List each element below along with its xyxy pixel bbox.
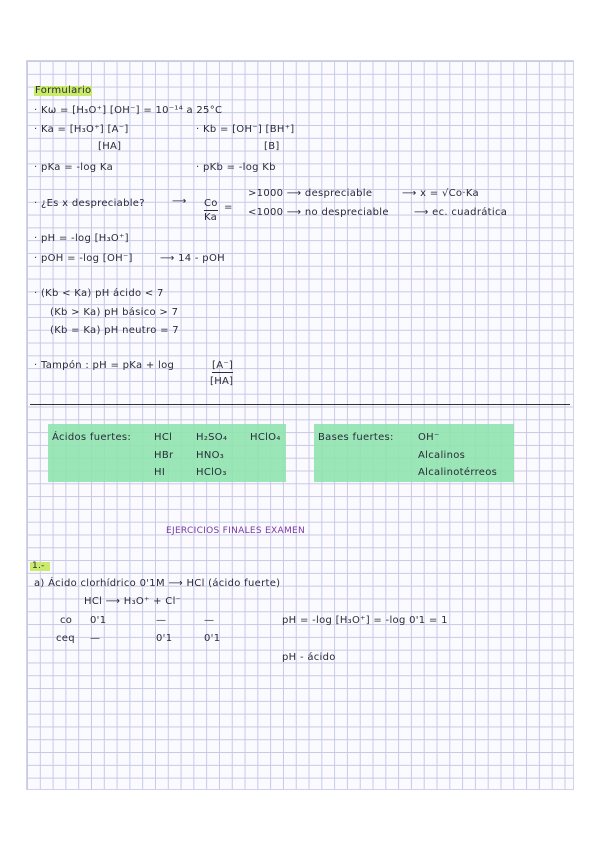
base-alkaline-earth: Alcalinotérreos	[418, 467, 498, 478]
formula-kb: · Kb = [OH⁻] [BH⁺]	[196, 124, 295, 135]
condition-acid: · (Kb < Ka) pH ácido < 7	[34, 288, 164, 299]
base-alkali: Alcalinos	[418, 450, 466, 461]
formula-poh-result: ⟶ 14 - pOH	[160, 253, 225, 264]
despreciable-question: · ¿Es x despreciable?	[34, 198, 145, 209]
row-co-cl: —	[204, 615, 215, 626]
exercise-statement: a) Ácido clorhídrico 0'1M ⟶ HCl (ácido fuerte)	[34, 578, 281, 589]
exercises-title: EJERCICIOS FINALES EXAMEN	[166, 526, 306, 536]
buffer-numerator: [A⁻]	[212, 360, 234, 371]
equals-sign: =	[224, 202, 233, 213]
ratio-numerator: Co	[204, 198, 218, 209]
case-less-1000-result: ⟶ ec. cuadrática	[414, 207, 508, 218]
row-ceq-hcl: —	[90, 633, 101, 644]
buffer-denominator: [HA]	[210, 376, 234, 387]
exercise-number: 1.-	[32, 561, 45, 571]
formula-ph: · pH = -log [H₃O⁺]	[34, 233, 129, 244]
formula-pkb: · pKb = -log Kb	[196, 162, 276, 173]
condition-neutral: (Kb = Ka) pH neutro = 7	[50, 325, 179, 336]
formula-kb-den: [B]	[264, 141, 280, 152]
row-co-h3o: —	[156, 615, 167, 626]
acid-hbr: HBr	[154, 450, 174, 461]
acid-h2so4: H₂SO₄	[196, 432, 228, 443]
acid-hclo3: HClO₃	[196, 467, 227, 478]
ph-calculation: pH = -log [H₃O⁺] = -log 0'1 = 1	[282, 615, 448, 626]
row-co-hcl: 0'1	[90, 615, 107, 626]
formula-kw: · Kω = [H₃O⁺] [OH⁻] = 10⁻¹⁴ a 25°C	[34, 105, 223, 116]
page-title: Formulario	[35, 85, 92, 96]
acid-hi: HI	[154, 467, 166, 478]
formula-ka: · Ka = [H₃O⁺] [A⁻]	[34, 124, 129, 135]
base-oh: OH⁻	[418, 432, 440, 443]
ratio-denominator: Ka	[204, 212, 218, 223]
case-less-1000: <1000 ⟶ no despreciable	[248, 207, 389, 218]
formula-poh: · pOH = -log [OH⁻]	[34, 253, 133, 264]
acid-hclo4: HClO₄	[250, 432, 281, 443]
ph-result: pH - ácido	[282, 652, 336, 663]
row-ceq-label: ceq	[56, 633, 75, 644]
formula-ka-den: [HA]	[98, 141, 122, 152]
strong-acids-label: Ácidos fuertes:	[52, 432, 132, 443]
acid-hno3: HNO₃	[196, 450, 225, 461]
row-ceq-cl: 0'1	[204, 633, 221, 644]
case-greater-1000: >1000 ⟶ despreciable	[248, 188, 373, 199]
condition-basic: (Kb > Ka) pH básico > 7	[50, 307, 179, 318]
strong-bases-label: Bases fuertes:	[318, 432, 394, 443]
section-divider	[30, 404, 570, 405]
formula-pka: · pKa = -log Ka	[34, 162, 113, 173]
formula-buffer: · Tampón : pH = pKa + log	[34, 360, 175, 371]
arrow-icon: ⟶	[172, 196, 187, 207]
row-co-label: co	[60, 615, 73, 626]
acid-hcl: HCl	[154, 432, 173, 443]
row-ceq-h3o: 0'1	[156, 633, 173, 644]
case-greater-1000-result: ⟶ x = √Co·Ka	[402, 188, 479, 199]
exercise-reaction: HCl ⟶ H₃O⁺ + Cl⁻	[84, 596, 182, 607]
